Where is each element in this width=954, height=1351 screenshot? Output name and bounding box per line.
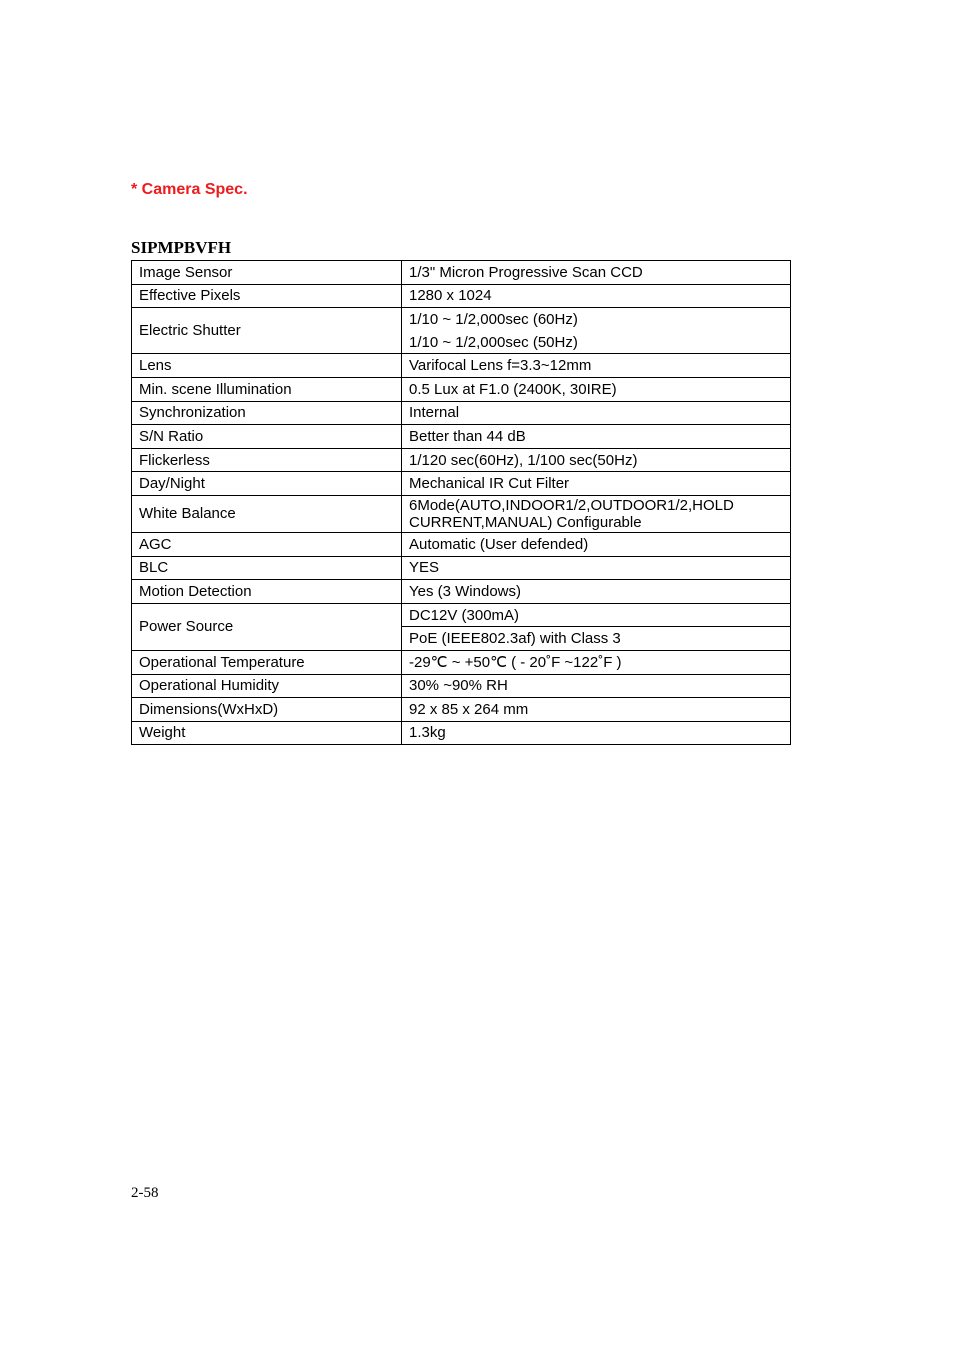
spec-value: -29℃ ~ +50℃ ( - 20˚F ~122˚F ) <box>402 650 791 674</box>
spec-label: Operational Humidity <box>132 674 402 698</box>
table-row <box>132 580 791 604</box>
table-row <box>132 674 791 698</box>
spec-table <box>131 260 791 745</box>
table-row <box>132 532 791 556</box>
spec-label: AGC <box>132 532 402 556</box>
model-name: SIPMPBVFH <box>131 238 232 257</box>
spec-label: Dimensions(WxHxD) <box>132 698 402 722</box>
spec-label: BLC <box>132 556 402 580</box>
spec-value: 0.5 Lux at F1.0 (2400K, 30IRE) <box>402 377 791 401</box>
page-number: 2-58 <box>131 1185 159 1201</box>
spec-value: PoE (IEEE802.3af) with Class 3 <box>402 627 791 651</box>
table-row <box>132 377 791 401</box>
spec-value: Automatic (User defended) <box>402 532 791 556</box>
spec-value: 1/3" Micron Progressive Scan CCD <box>402 261 791 285</box>
table-row <box>132 472 791 496</box>
spec-value: Mechanical IR Cut Filter <box>402 472 791 496</box>
spec-label: White Balance <box>132 495 402 532</box>
spec-label: Operational Temperature <box>132 650 402 674</box>
spec-label: Flickerless <box>132 448 402 472</box>
table-row <box>132 650 791 674</box>
spec-value: Yes (3 Windows) <box>402 580 791 604</box>
spec-value: 30% ~90% RH <box>402 674 791 698</box>
spec-label: Lens <box>132 354 402 378</box>
table-row <box>132 425 791 449</box>
table-row <box>132 308 791 331</box>
spec-value: 6Mode(AUTO,INDOOR1/2,OUTDOOR1/2,HOLD CURRENT,MANUAL) Configurable <box>402 495 791 532</box>
spec-value: 92 x 85 x 264 mm <box>402 698 791 722</box>
table-row <box>132 354 791 378</box>
spec-value: 1/10 ~ 1/2,000sec (60Hz) <box>402 308 791 331</box>
spec-value: 1/10 ~ 1/2,000sec (50Hz) <box>402 331 791 354</box>
spec-label: Motion Detection <box>132 580 402 604</box>
table-row <box>132 448 791 472</box>
table-row <box>132 721 791 745</box>
spec-label: Min. scene Illumination <box>132 377 402 401</box>
table-row <box>132 556 791 580</box>
spec-label: Synchronization <box>132 401 402 425</box>
spec-value: Varifocal Lens f=3.3~12mm <box>402 354 791 378</box>
table-row <box>132 495 791 532</box>
spec-value: DC12V (300mA) <box>402 603 791 627</box>
spec-label: Power Source <box>132 603 402 650</box>
section-heading: * Camera Spec. <box>131 181 248 198</box>
spec-value: 1280 x 1024 <box>402 284 791 308</box>
spec-label: Day/Night <box>132 472 402 496</box>
spec-value: 1/120 sec(60Hz), 1/100 sec(50Hz) <box>402 448 791 472</box>
spec-value: Better than 44 dB <box>402 425 791 449</box>
table-row <box>132 284 791 308</box>
table-row <box>132 603 791 627</box>
spec-label: Electric Shutter <box>132 308 402 354</box>
spec-value: 1.3kg <box>402 721 791 745</box>
table-row <box>132 261 791 285</box>
spec-label: Image Sensor <box>132 261 402 285</box>
table-row <box>132 401 791 425</box>
spec-value: YES <box>402 556 791 580</box>
spec-label: S/N Ratio <box>132 425 402 449</box>
table-row <box>132 698 791 722</box>
spec-value: Internal <box>402 401 791 425</box>
spec-label: Weight <box>132 721 402 745</box>
spec-label: Effective Pixels <box>132 284 402 308</box>
